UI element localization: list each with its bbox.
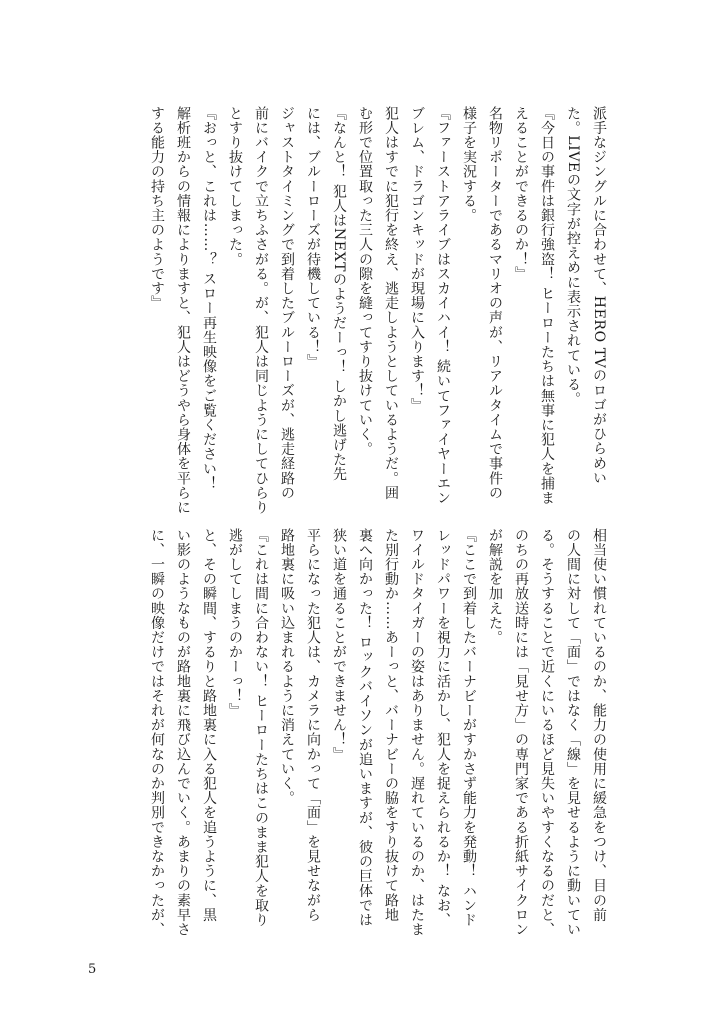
text-line: 前にバイクで立ちふさがる。が、犯人は同じようにしてひらり xyxy=(253,106,269,515)
text-line: とすり抜けてしまった。 xyxy=(227,106,243,267)
text-line: ジャストタイミングで到着したブルーローズが、逃走経路の xyxy=(279,106,295,501)
text-block-top xyxy=(92,106,612,516)
text-line: 狭い道を通ることができません！』 xyxy=(331,528,347,762)
text-line: 『ファーストアライブはスカイハイ！ 続いてファイヤーエン xyxy=(435,106,451,506)
text-line: えることができるのか！』 xyxy=(513,106,529,282)
text-line: 『おっと、これは……？ スロー再生映像をご覧ください！ xyxy=(201,106,217,491)
text-line: 『これは間に合わない！ ヒーローたちはこのまま犯人を取り xyxy=(253,528,269,928)
page-number: 5 xyxy=(88,962,97,977)
text-line: 『なんと！ 犯人はNEXTのようだーっ！ しかし逃げた先 xyxy=(331,106,347,482)
text-line: の人間に対して「面」ではなく「線」を見せるように動いてい xyxy=(565,528,581,937)
text-line: 裏へ向かった！ ロックバイソンが追いますが、彼の巨体では xyxy=(357,528,373,928)
text-line: 様子を実況する。 xyxy=(461,106,477,223)
text-line: た。LIVEの文字が控えめに表示されている。 xyxy=(565,106,581,407)
text-line: 逃がしてしまうのかーっ！』 xyxy=(227,528,243,718)
text-line: い影のようなものが路地裏に飛び込んでいく。あまりの素早さ xyxy=(175,528,191,937)
text-line: た別行動か……あーっと、バーナビーの脇をすり抜けて路地 xyxy=(383,528,399,923)
text-line: る。そうすることで近くにいるほど見失いやすくなるのだと、 xyxy=(539,528,555,937)
text-block-bottom xyxy=(92,528,612,938)
text-line: ワイルドタイガーの姿はありません。遅れているのか、はたま xyxy=(409,528,425,937)
text-line: 相当使い慣れているのか、能力の使用に緩急をつけ、目の前 xyxy=(591,528,607,923)
text-line: 派手なジングルに合わせて、HERO TVのロゴがひらめい xyxy=(591,106,607,486)
text-line: 犯人はすでに犯行を終え、逃走しようとしているようだ。囲 xyxy=(383,106,399,501)
text-line: する能力の持ち主のようです』 xyxy=(149,106,165,311)
text-line: 解析班からの情報によりますと、犯人はどうやら身体を平らに xyxy=(175,106,191,515)
text-line: 平らになった犯人は、カメラに向かって「面」を見せながら xyxy=(305,528,321,923)
text-line: 『今日の事件は銀行強盗！ ヒーローたちは無事に犯人を捕ま xyxy=(539,106,555,506)
text-line: に、一瞬の映像だけではそれが何なのか判別できなかったが、 xyxy=(149,528,165,937)
text-line: には、ブルーローズが待機している！』 xyxy=(305,106,321,369)
text-line: 路地裏に吸い込まれるように消えていく。 xyxy=(279,528,295,806)
text-line: と、その瞬間、するりと路地裏に入る犯人を追うように、黒 xyxy=(201,528,217,923)
text-line: のちの再放送時には「見せ方」の専門家である折紙サイクロン xyxy=(513,528,529,937)
text-line: む形で位置取った三人の隙を縫ってすり抜けていく。 xyxy=(357,106,373,457)
text-line: 『ここで到着したバーナビーがすかさず能力を発動！ ハンド xyxy=(461,528,477,928)
text-line: が解説を加えた。 xyxy=(487,528,503,645)
text-line: 名物リポーターであるマリオの声が、リアルタイムで事件の xyxy=(487,106,503,501)
text-line: ブレム、ドラゴンキッドが現場に入ります！』 xyxy=(409,106,425,413)
text-line: レッドパワーを視力に活かし、犯人を捉えられるか！ なお、 xyxy=(435,528,451,928)
